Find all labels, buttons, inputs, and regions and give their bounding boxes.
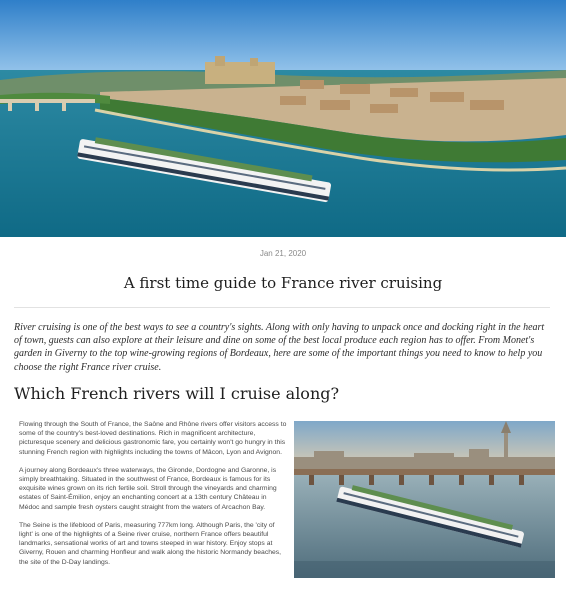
section-heading: Which French rivers will I cruise along? (14, 384, 340, 403)
post-intro: River cruising is one of the best ways to see a country's sights. Along with only having to unpack once and docking right in the heart of town, guests can also explore at their leisure and dine on some of the best local produce each region has to offer. From Monet's garden in Giverny to the top wine-growing regions of Bordeaux, here are some of the important things you need to know to help you choose the right France river cruise. (14, 322, 545, 373)
paragraph-seine: The Seine is the lifeblood of Paris, measuring 777km long. Although Paris, the 'city of light' is one of the highlights of a Seine river cruise, northern France offers beautiful landmarks, sensational works of art and towns steeped in war history. Enjoy stops at Giverny, Rouen and charming Honfleur and walk along the historic Normandy beaches, the site of the D-Day landings. (19, 521, 282, 566)
post-date: Jan 21, 2020 (259, 249, 307, 258)
bordeaux-cruise-image (294, 421, 555, 578)
post-title: A first time guide to France river cruising (123, 274, 443, 292)
hero-image (0, 0, 566, 237)
article-body (19, 420, 287, 576)
divider (14, 307, 550, 308)
paragraph-saone-rhone: Flowing through the South of France, the Saône and Rhône rivers offer visitors access to some of the country's best-loved destinations. Rich in magnificent architecture, picturesque scenery and delicious gastronomic fare, you certainly won't go hungry in this stunning French region with highlights including the towns of Mâcon, Lyon and Avignon. (19, 421, 287, 456)
paragraph-bordeaux: A journey along Bordeaux's three waterways, the Gironde, Dordogne and Garonne, is simply breathtaking. Situated in the southwest of France, Bordeaux is famous for its exquisite wines grown on its rich fertile soil. Stroll through the vineyards and charming estates of Saint-Émilion, enjoy an enchanting concert at a 13th century Château in Médoc and sample fresh oysters caught straight from the waters of Arcachon Bay. (19, 466, 277, 511)
